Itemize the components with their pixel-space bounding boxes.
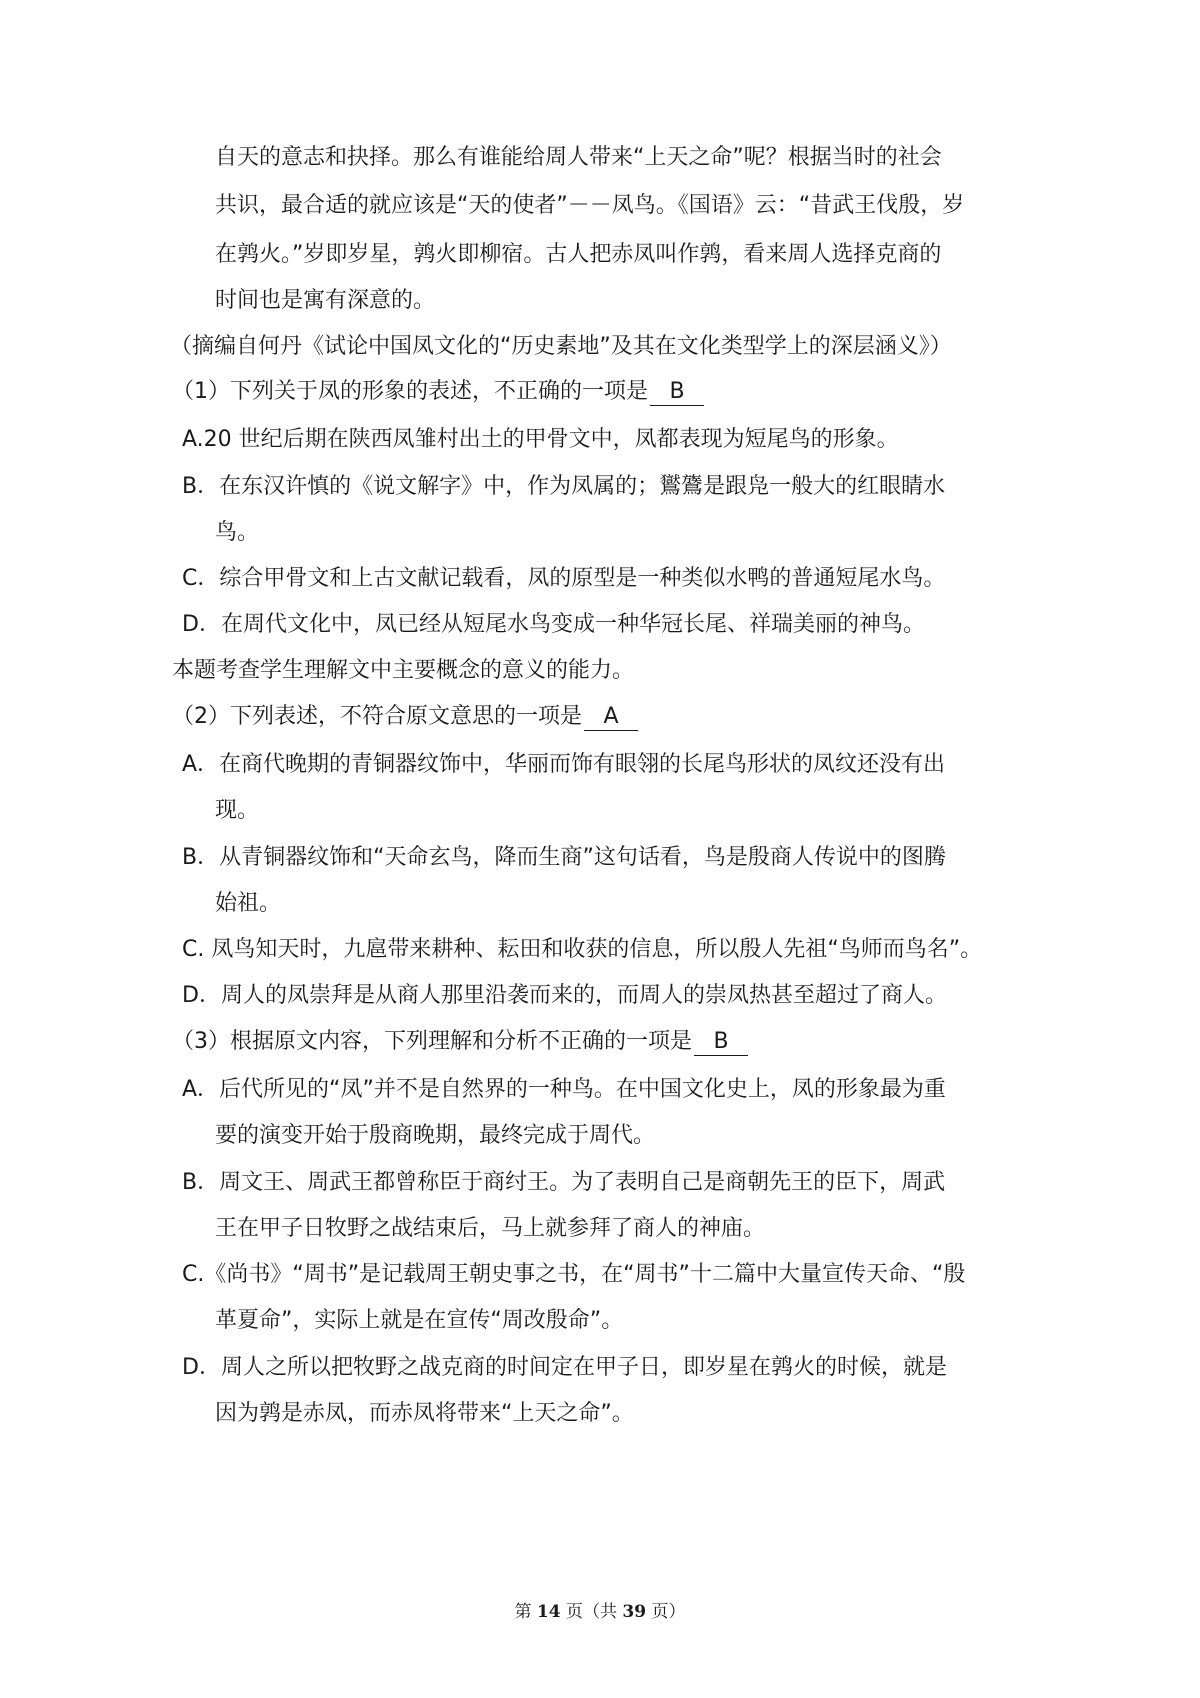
passage-line: 自天的意志和抉择。那么有谁能给周人带来“上天之命”呢？根据当时的社会 (215, 145, 942, 170)
question-2-option-a-cont: 现。 (215, 798, 260, 823)
footer-suffix: 页） (651, 1602, 686, 1622)
page-footer (0, 1600, 1200, 1624)
question-3-text: （3）根据原文内容，下列理解和分析不正确的一项是 (172, 1029, 692, 1054)
question-1-option-d: D．在周代文化中，凤已经从短尾水鸟变成一种华冠长尾、祥瑞美丽的神鸟。 (182, 612, 925, 637)
question-2-option-d: D．周人的凤崇拜是从商人那里沿袭而来的，而周人的崇凤热甚至超过了商人。 (182, 983, 947, 1008)
passage-line: 时间也是寓有深意的。 (215, 288, 436, 313)
question-3-option-b: B．周文王、周武王都曾称臣于商纣王。为了表明自己是商朝先王的臣下，周武 (182, 1170, 946, 1195)
question-1-stem (172, 377, 704, 407)
question-3-option-a: A．后代所见的“凤”并不是自然界的一种鸟。在中国文化史上，凤的形象最为重 (182, 1077, 946, 1102)
question-1-note: 本题考查学生理解文中主要概念的意义的能力。 (172, 658, 635, 683)
source-citation: （摘编自何丹《试论中国凤文化的“历史素地”及其在文化类型学上的深层涵义》） (170, 334, 952, 359)
question-3-option-c: C.《尚书》“周书”是记载周王朝史事之书，在“周书”十二篇中大量宣传天命、“殷 (182, 1262, 966, 1287)
footer-prefix: 第 (514, 1602, 532, 1622)
footer-middle: 页（共 (566, 1602, 617, 1622)
question-1-option-b-cont: 鸟。 (215, 520, 260, 545)
question-3-option-b-cont: 王在甲子日牧野之战结束后，马上就参拜了商人的神庙。 (215, 1216, 766, 1241)
question-2-option-c: C. 凤鸟知天时，九扈带来耕种、耘田和收获的信息，所以殷人先祖“鸟师而鸟名”。 (182, 937, 983, 962)
passage-line: 在鹑火。”岁即岁星，鹑火即柳宿。古人把赤凤叫作鹑，看来周人选择克商的 (215, 242, 942, 267)
footer-page-number: 14 (536, 1602, 561, 1622)
question-3-answer: B (694, 1029, 748, 1056)
question-1-option-b: B．在东汉许慎的《说文解字》中，作为凤属的；鸑鷟是跟凫一般大的红眼睛水 (182, 474, 946, 499)
question-1-answer: B (650, 379, 704, 406)
question-1-option-a: A.20 世纪后期在陕西凤雏村出土的甲骨文中，凤都表现为短尾鸟的形象。 (182, 427, 899, 452)
question-1-text: （1）下列关于凤的形象的表述，不正确的一项是 (172, 379, 648, 404)
question-2-option-a: A．在商代晚期的青铜器纹饰中，华丽而饰有眼翎的长尾鸟形状的凤纹还没有出 (182, 752, 946, 777)
question-2-option-b: B．从青铜器纹饰和“天命玄鸟，降而生商”这句话看，鸟是殷商人传说中的图腾 (182, 845, 946, 870)
question-3-option-c-cont: 革夏命”，实际上就是在宣传“周改殷命”。 (215, 1308, 624, 1333)
question-3-option-d-cont: 因为鹑是赤凤，而赤凤将带来“上天之命”。 (215, 1401, 634, 1426)
question-2-stem (172, 702, 638, 732)
question-3-option-a-cont: 要的演变开始于殷商晚期，最终完成于周代。 (215, 1123, 656, 1148)
question-1-option-c: C．综合甲骨文和上古文献记载看，凤的原型是一种类似水鸭的普通短尾水鸟。 (182, 566, 946, 591)
question-2-text: （2）下列表述，不符合原文意思的一项是 (172, 704, 582, 729)
question-2-answer: A (584, 704, 638, 731)
question-3-stem (172, 1027, 748, 1057)
question-3-option-d: D．周人之所以把牧野之战克商的时间定在甲子日，即岁星在鹑火的时候，就是 (182, 1355, 947, 1380)
passage-line: 共识，最合适的就应该是“天的使者”－－凤鸟。《国语》云：“昔武王伐殷，岁 (215, 193, 965, 218)
footer-total-pages: 39 (622, 1602, 647, 1622)
question-2-option-b-cont: 始祖。 (215, 891, 282, 916)
